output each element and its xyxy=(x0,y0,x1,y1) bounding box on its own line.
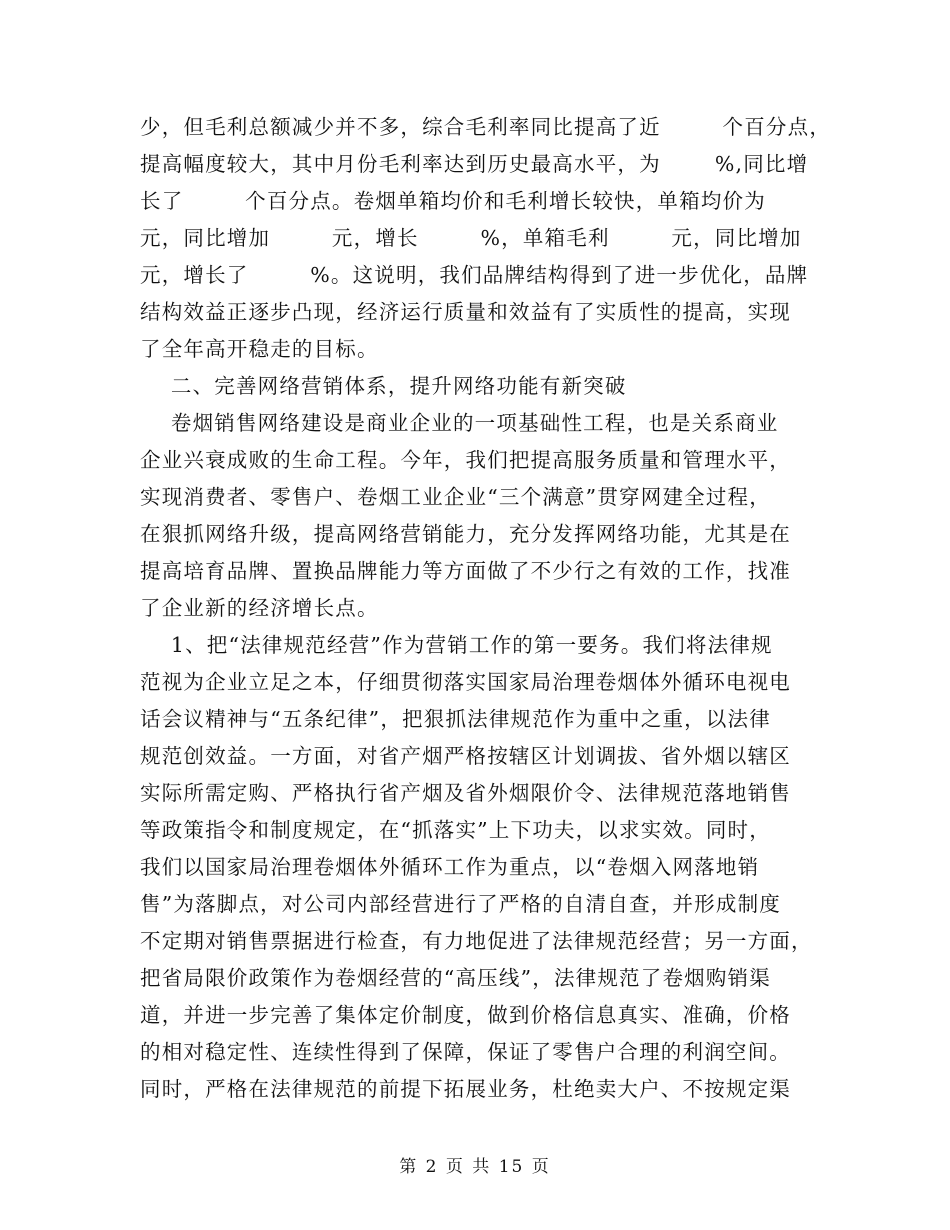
text-line: 在狠抓网络升级，提高网络营销能力，充分发挥网络功能，尤其是在 xyxy=(140,522,791,546)
text-line: 售”为落脚点，对公司内部经营进行了严格的自清自查，并形成制度 xyxy=(140,892,781,916)
text-line: 了企业新的经济增长点。 xyxy=(140,596,379,620)
text-line: 的相对稳定性、连续性得到了保障，保证了零售户合理的利润空间。 xyxy=(140,1040,791,1064)
section-heading: 二、完善网络营销体系，提升网络功能有新突破 xyxy=(140,374,627,398)
text-line: 同时，严格在法律规范的前提下拓展业务，杜绝卖大户、不按规定渠 xyxy=(140,1077,791,1101)
text-line: 长了 个百分点。卷烟单箱均价和毛利增长较快，单箱均价为 xyxy=(140,189,766,213)
text-line: 实现消费者、零售户、卷烟工业企业“三个满意”贯穿网建全过程， xyxy=(140,485,771,509)
text-line: 少，但毛利总额减少并不多，综合毛利率同比提高了近 个百分点， xyxy=(140,115,832,139)
text-line: 元，增长了 %。这说明，我们品牌结构得到了进一步优化，品牌 xyxy=(140,263,809,287)
text-line: 卷烟销售网络建设是商业企业的一项基础性工程，也是关系商业 xyxy=(140,411,779,435)
text-line: 提高培育品牌、置换品牌能力等方面做了不少行之有效的工作，找准 xyxy=(140,559,791,583)
text-line: 了全年高开稳走的目标。 xyxy=(140,337,379,361)
text-line: 等政策指令和制度规定，在“抓落实”上下功夫，以求实效。同时， xyxy=(140,818,771,842)
page-number-footer: 第 2 页 共 15 页 xyxy=(399,1157,551,1177)
text-line: 规范创效益。一方面，对省产烟严格按辖区计划调拔、省外烟以辖区 xyxy=(140,744,791,768)
text-line: 提高幅度较大，其中月份毛利率达到历史最高水平，为 %,同比增 xyxy=(140,152,809,176)
text-line: 不定期对销售票据进行检查，有力地促进了法律规范经营；另一方面， xyxy=(140,929,813,953)
text-line: 道，并进一步完善了集体定价制度，做到价格信息真实、准确，价格 xyxy=(140,1003,791,1027)
text-line: 企业兴衰成败的生命工程。今年，我们把提高服务质量和管理水平， xyxy=(140,448,791,472)
text-line: 实际所需定购、严格执行省产烟及省外烟限价令、法律规范落地销售 xyxy=(140,781,791,805)
text-line: 范视为企业立足之本，仔细贯彻落实国家局治理卷烟体外循环电视电 xyxy=(140,670,791,694)
text-line: 话会议精神与“五条纪律”，把狠抓法律规范作为重中之重，以法律 xyxy=(140,707,771,731)
text-line: 把省局限价政策作为卷烟经营的“高压线”，法律规范了卷烟购销渠 xyxy=(140,966,771,990)
text-line: 结构效益正逐步凸现，经济运行质量和效益有了实质性的提高，实现 xyxy=(140,300,791,324)
text-line: 我们以国家局治理卷烟体外循环工作为重点，以“卷烟入网落地销 xyxy=(140,855,760,879)
text-line: 元，同比增加 元，增长 %，单箱毛利 元，同比增加 xyxy=(140,226,802,250)
text-line: 1、把“法律规范经营”作为营销工作的第一要务。我们将法律规 xyxy=(140,633,773,657)
